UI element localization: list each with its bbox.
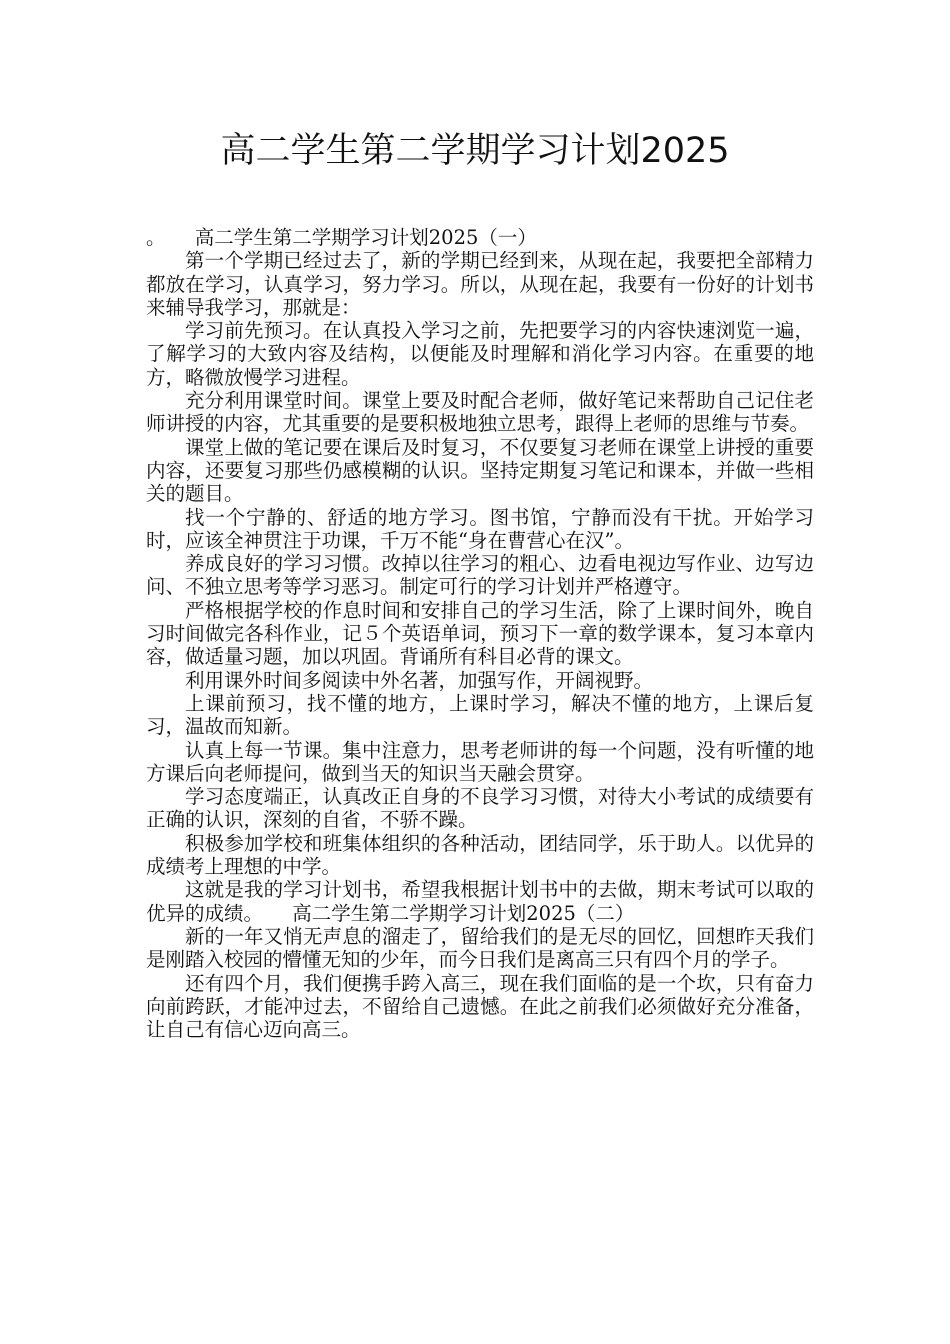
paragraph: 新的一年又悄无声息的溜走了，留给我们的是无尽的回忆，回想昨天我们是刚踏入校园的懵懂无知的少年，而今日我们是离高三只有四个月的学子。 — [146, 924, 814, 972]
paragraph: 还有四个月，我们便携手跨入高三，现在我们面临的是一个坎，只有奋力向前跨跃，才能冲过去，不留给自己遗憾。在此之前我们必须做好充分准备，让自己有信心迈向高三。 — [146, 971, 814, 1042]
paragraph: 养成良好的学习习惯。改掉以往学习的粗心、边看电视边写作业、边写边问、不独立思考等学习恶习。制定可行的学习计划并严格遵守。 — [146, 552, 814, 599]
paragraph: 利用课外时间多阅读中外名著，加强写作，开阔视野。 — [185, 668, 654, 692]
document-body — [146, 226, 814, 1041]
paragraph: 严格根据学校的作息时间和安排自己的学习生活，除了上课时间外，晚自习时间做完各科作业，记５个英语单词，预习下一章的数学课本，复习本章内容，做适量习题，加以巩固。背诵所有科目必背的课文。 — [146, 598, 814, 669]
paragraph: 第一个学期已经过去了，新的学期已经到来，从现在起，我要把全部精力都放在学习，认真学习，努力学习。所以，从现在起，我要有一份好的计划书来辅导我学习，那就是： — [146, 249, 814, 319]
paragraph: 这就是我的学习计划书，希望我根据计划书中的去做，期末考试可以取的优异的成绩。 高二学生第二学期学习计划2025（二） — [146, 878, 814, 925]
paragraph: 课堂上做的笔记要在课后及时复习，不仅要复习老师在课堂上讲授的重要内容，还要复习那些仍感模糊的认识。坚持定期复习笔记和课本，并做一些相关的题目。 — [146, 435, 814, 506]
paragraph: 积极参加学校和班集体组织的各种活动，团结同学，乐于助人。以优异的成绩考上理想的中学。 — [146, 831, 814, 879]
paragraph: 上课前预习，找不懂的地方，上课时学习，解决不懂的地方，上课后复习，温故而知新。 — [146, 691, 814, 739]
paragraph: 充分利用课堂时间。课堂上要及时配合老师，做好笔记来帮助自己记住老师讲授的内容，尤其重要的是要积极地独立思考，跟得上老师的思维与节奏。 — [146, 389, 814, 436]
paragraph: 认真上每一节课。集中注意力，思考老师讲的每一个问题，没有听懂的地方课后向老师提问，做到当天的知识当天融会贯穿。 — [146, 738, 814, 785]
paragraph-heading-1: 。 高二学生第二学期学习计划2025（一） — [146, 226, 537, 249]
paragraph: 找一个宁静的、舒适的地方学习。图书馆，宁静而没有干扰。开始学习时，应该全神贯注于功课，千万不能“身在曹营心在汉”。 — [146, 505, 814, 552]
paragraph: 学习态度端正，认真改正自身的不良学习习惯，对待大小考试的成绩要有正确的认识，深刻的自省，不骄不躁。 — [146, 785, 814, 832]
document-title: 高二学生第二学期学习计划2025 — [220, 131, 730, 171]
paragraph: 学习前先预习。在认真投入学习之前，先把要学习的内容快速浏览一遍，了解学习的大致内容及结构，以便能及时理解和消化学习内容。在重要的地方，略微放慢学习进程。 — [146, 319, 814, 389]
